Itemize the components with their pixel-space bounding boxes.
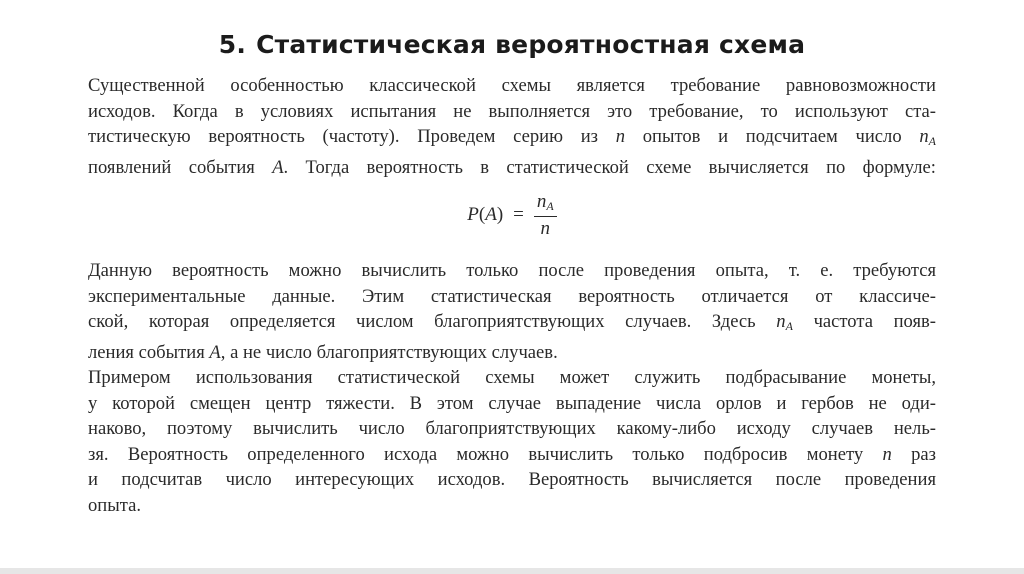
math-n-a: $n_A$ xyxy=(776,311,793,333)
title-text: Статистическая вероятностная схема xyxy=(256,30,806,59)
text-line: у которой смещен центр тяжести. В этом случае выпадение числа орлов и гербов не оди- xyxy=(88,392,936,414)
text-line: исходов. Когда в условиях испытания не выполняется это требование, то используют ста- xyxy=(88,100,936,122)
fraction-denominator: n xyxy=(540,217,551,239)
math-a: A xyxy=(209,341,221,363)
paragraph-intro xyxy=(88,73,936,180)
formula-fraction xyxy=(534,191,557,240)
text-line: Существенной особенностью классической схемы является требование равновозможности xyxy=(88,75,936,96)
text-line: Примером использования статистической схемы может служить подбрасывание монеты, xyxy=(88,367,936,388)
text-line: Данную вероятность можно вычислить только после проведения опыта, т. е. требуются xyxy=(88,260,936,281)
paragraph-example xyxy=(88,365,936,518)
text-line: зя. Вероятность определенного исхода можно вычислить только подбросив монету n раз xyxy=(88,443,936,465)
slide-title xyxy=(88,30,936,59)
text-line: экспериментальные данные. Этим статистическая вероятность отличается от классиче- xyxy=(88,285,936,307)
math-n: n xyxy=(882,443,892,465)
section-number: 5. xyxy=(218,30,247,59)
probability-formula xyxy=(88,184,936,246)
text-line: ления события A, а не число благоприятствующих случаев. xyxy=(88,341,558,363)
math-a: A xyxy=(272,156,284,178)
math-n-a: $n_A$ xyxy=(919,126,936,148)
text-line: опыта. xyxy=(88,494,141,516)
text-line: наково, поэтому вычислить число благоприятствующих какому-либо исходу случаев нель- xyxy=(88,418,936,439)
math-n: n xyxy=(615,126,626,147)
fraction-numerator: $n_A$ xyxy=(536,190,554,213)
text-line: ской, которая определяется числом благоприятствующих случаев. Здесь $n_A$ частота появ- xyxy=(88,311,936,333)
slide xyxy=(88,30,936,518)
text-line: и подсчитав число интересующих исходов. Вероятность вычисляется после проведения xyxy=(88,469,936,490)
bottom-border xyxy=(0,568,1024,574)
paragraph-definition xyxy=(88,258,936,365)
text-line: тистическую вероятность (частоту). Проведем серию из n опытов и подсчитаем число $n_A$ xyxy=(88,126,936,148)
text-line: появлений события A. Тогда вероятность в статистической схеме вычисляется по формуле: xyxy=(88,156,936,178)
formula-lhs: P(A) xyxy=(467,204,504,225)
formula-equals: = xyxy=(513,204,524,225)
